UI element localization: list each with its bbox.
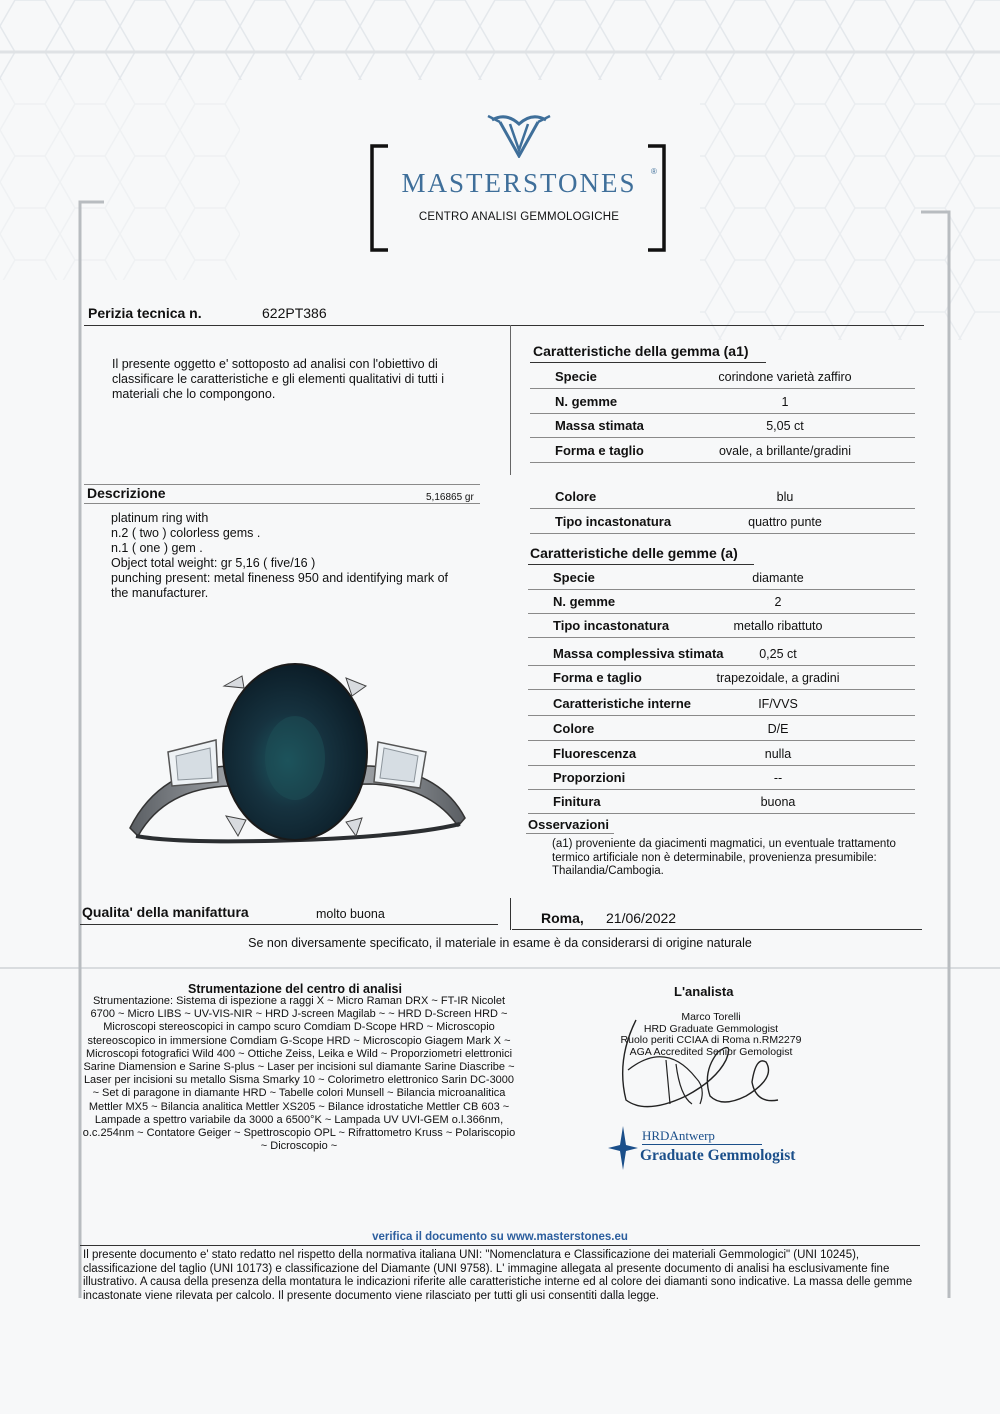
quality-value: molto buona <box>316 907 385 921</box>
quality-underline <box>80 924 498 925</box>
analyst-line: Marco Torelli <box>681 1011 741 1023</box>
description-title-underline <box>84 503 480 504</box>
row-label: Caratteristiche interne <box>553 696 691 711</box>
legal-text: Il presente documento e' stato redatto nel rispetto della normativa italiana UNI: "Nomenclatura e Classificazione dei materiali Gemmologici" (UNI 10245), classificazione del taglio (UNI 10173) e classificazione del Diamante (UNI 9758). L' immagine allegata al presente documento di analisi ha esclusivamente fine illustrativo. A causa della presenza della montatura le indicazioni riferite alle caratteristiche interne ed al colore dei diamanti sono indicative. La massa delle gemme incastonate viene rilevata per calcolo. Il presente documento viene rilasciato per tutti gli usi consentiti dalla legge. <box>83 1249 913 1302</box>
masterstones-logo <box>368 112 668 252</box>
row-label: Colore <box>555 489 597 504</box>
row-divider <box>530 533 915 534</box>
row-divider <box>528 689 915 690</box>
analyst-line: AGA Accredited Senior Gemologist <box>629 1045 793 1058</box>
row-divider <box>528 665 915 666</box>
row-value: 5,05 ct <box>766 419 804 433</box>
right-frame-bracket <box>915 210 955 1300</box>
footer-divider <box>80 1245 920 1246</box>
place: Roma, <box>541 910 584 926</box>
row-label: Massa complessiva stimata <box>553 646 724 661</box>
row-label: Tipo incastonatura <box>555 514 672 529</box>
row-divider <box>528 765 915 766</box>
brand-subtitle: CENTRO ANALISI GEMMOLOGICHE <box>418 211 620 223</box>
description-weight: 5,16865 gr <box>426 492 474 503</box>
row-label: Forma e taglio <box>553 670 642 685</box>
observations-title: Osservazioni <box>528 817 609 832</box>
row-value: IF/VVS <box>758 697 798 711</box>
row-value: ovale, a brillante/gradini <box>718 444 852 458</box>
divider <box>84 325 924 326</box>
row-divider <box>528 740 915 741</box>
analyst-signature <box>606 1000 796 1120</box>
registered-mark: ® <box>651 167 657 176</box>
badge-line <box>642 1144 762 1145</box>
description-line: n.2 ( two ) colorless gems . <box>111 526 261 540</box>
row-divider <box>530 437 915 438</box>
row-value: blu <box>776 490 794 504</box>
star-icon <box>608 1126 638 1170</box>
badge-top-text: HRDAntwerp <box>642 1128 715 1143</box>
report-number: 622PT386 <box>262 305 327 321</box>
row-value: metallo ribattuto <box>733 619 823 633</box>
row-label: Finitura <box>553 794 601 809</box>
analyst-line: HRD Graduate Gemmologist <box>643 1022 779 1035</box>
row-divider <box>528 715 915 716</box>
row-value: D/E <box>767 722 789 736</box>
badge-bottom-text: Graduate Gemmologist <box>640 1147 796 1164</box>
row-label: Forma e taglio <box>555 443 644 458</box>
row-label: Colore <box>553 721 595 736</box>
hrd-badge <box>608 1122 818 1172</box>
analyst-line: Ruolo periti CCIAA di Roma n.RM2279 <box>620 1034 802 1046</box>
legal-text-clip <box>83 1249 919 1302</box>
row-value: trapezoidale, a gradini <box>716 671 840 685</box>
report-number-label: Perizia tecnica n. <box>88 305 202 321</box>
row-label: Specie <box>553 570 595 585</box>
row-divider <box>530 508 915 509</box>
bottom-column-divider <box>510 898 511 930</box>
instruments-title: Strumentazione del centro di analisi <box>188 982 402 996</box>
origin-note: Se non diversamente specificato, il materiale in esame è da considerarsi di origine naturale <box>248 936 752 950</box>
row-label: N. gemme <box>555 394 618 409</box>
observations-text: (a1) proveniente da giacimenti magmatici, un eventuale trattamento termico artificiale non è determinabile, provenienza presumibile: Thailandia/Cambogia. <box>552 838 896 877</box>
row-divider <box>528 613 915 614</box>
gem-a1-title-underline <box>530 362 766 363</box>
verify-link[interactable]: verifica il documento su www.masterstones.eu <box>372 1231 628 1243</box>
gem-a-title-underline <box>528 564 754 565</box>
row-label: Massa stimata <box>555 418 644 433</box>
row-value: quattro punte <box>748 515 822 529</box>
brand-name: MASTERSTONES <box>401 168 637 198</box>
row-value: 2 <box>774 595 782 609</box>
gem-a-title: Caratteristiche delle gemme (a) <box>530 545 738 561</box>
ring-image <box>120 648 480 853</box>
description-text <box>111 511 511 601</box>
row-value: corindone varietà zaffiro <box>718 370 852 384</box>
row-value: nulla <box>764 747 792 761</box>
row-divider <box>528 589 915 590</box>
instruments-text: Strumentazione: Sistema di ispezione a raggi X ~ Micro Raman DRX ~ FT-IR Nicolet 6700 ~ Micro LIBS ~ UV-VIS-NIR ~ HRD J-screen Magilab ~ ~ HRD D-Screen HRD ~ Microscopi stereoscopici in campo scuro Comdiam D-Scope HRD ~ Microscopio stereoscopico in immersione Comdiam G-Scope HRD ~ Microscopio Giagem Mark X ~ Microscopi fotografici Wild 400 ~ Ottiche Zeiss, Leika e Wild ~ Proporziometri elettronici Sarine Diamension e Sarine S-plus ~ Laser per incisioni sul diamante Sarine Diascribe ~ Laser per incisioni su metallo Sisma Smarky 10 ~ Colorimetro elettronico Sarin DC-3000 ~ Set di paragone in diamante HRD ~ Tabelle colori Munsell ~ Bilancia microanalitica Mettler MX5 ~ Bilancia analitica Mettler XS205 ~ Bilance idrostatiche Mettler CB 603 ~ Lampade a spettro variabile da 3000 a 6500°K ~ Lampada UV UVI-GEM o.l.366nm, o.c.254nm ~ Contatore Geiger ~ Spettroscopio OPL ~ Rifrattometro Kruss ~ Polariscopio ~ Dicroscopio ~ <box>82 995 516 1153</box>
row-label: Fluorescenza <box>553 746 637 761</box>
date: 21/06/2022 <box>606 910 677 926</box>
description-line: punching present: metal fineness 950 and identifying mark of <box>111 571 449 585</box>
column-divider <box>510 325 511 475</box>
row-value: buona <box>760 795 796 809</box>
row-label: Tipo incastonatura <box>553 618 670 633</box>
row-value: diamante <box>752 571 804 585</box>
row-divider <box>530 388 915 389</box>
description-title: Descrizione <box>87 485 166 501</box>
intro-text: Il presente oggetto e' sottoposto ad analisi con l'obiettivo di classificare le caratteristiche e gli elementi qualitativi di tutti i materiali che lo compongono. <box>112 357 445 401</box>
analyst-title: L'analista <box>674 984 734 999</box>
description-line: n.1 ( one ) gem . <box>111 541 203 555</box>
row-value: 0,25 ct <box>759 647 797 661</box>
row-label: Proporzioni <box>553 770 626 785</box>
row-divider <box>530 413 915 414</box>
logo-brackets <box>368 142 668 254</box>
observations-underline <box>526 833 614 834</box>
row-divider <box>530 462 915 463</box>
row-label: N. gemme <box>553 594 616 609</box>
row-value: -- <box>773 771 783 785</box>
row-value: 1 <box>781 395 789 409</box>
date-underline <box>512 929 922 930</box>
row-divider <box>528 789 915 790</box>
description-line: platinum ring with <box>111 511 209 525</box>
description-line: the manufacturer. <box>111 586 209 600</box>
row-divider <box>528 637 915 638</box>
description-line: Object total weight: gr 5,16 ( five/16 ) <box>111 556 316 570</box>
gem-a1-title: Caratteristiche della gemma (a1) <box>533 343 749 359</box>
quality-label: Qualita' della manifattura <box>82 904 249 920</box>
row-divider <box>528 813 915 814</box>
row-label: Specie <box>555 369 597 384</box>
